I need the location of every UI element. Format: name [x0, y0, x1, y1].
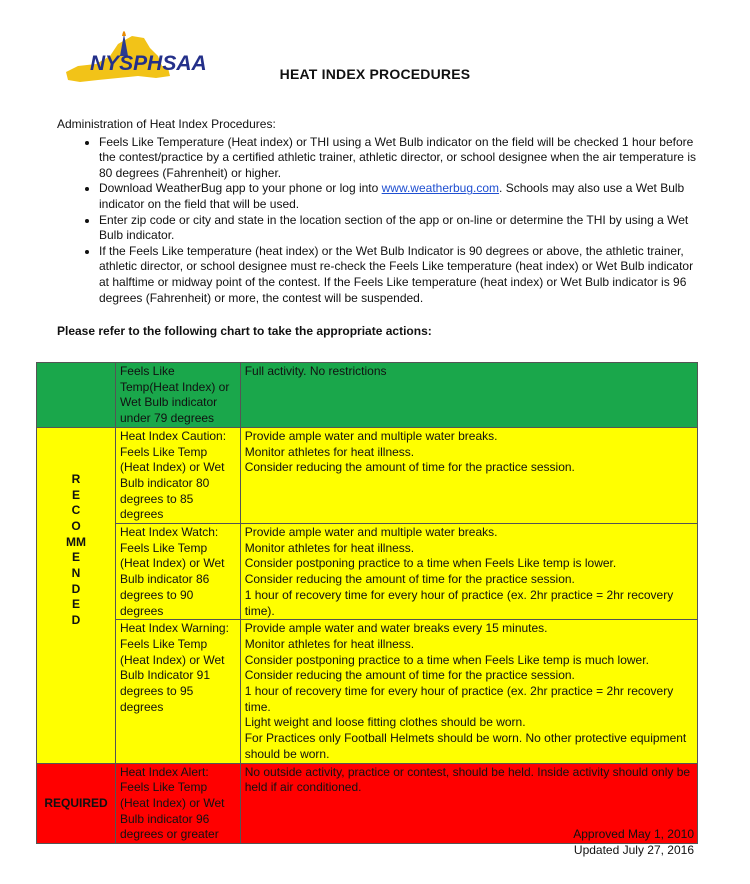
page-title: HEAT INDEX PROCEDURES: [279, 66, 471, 82]
action-line: No outside activity, practice or contest, should be held. Inside activity should only be held if air conditioned.: [244, 764, 691, 795]
recommended-label: [37, 427, 116, 763]
actions-cell: [240, 620, 697, 763]
intro-section: [57, 117, 697, 306]
weatherbug-link[interactable]: www.weatherbug.com: [381, 181, 500, 196]
list-item: • Feels Like Temperature (Heat index) or THI using a Wet Bulb indicator on the field will be checked 1 hour before the contest/practice by a certified athletic trainer, athletic director, or school designee when the air temperature is 80 degrees (Fahrenheit) or higher.: [99, 135, 697, 182]
updated-date: Updated July 27, 2016: [573, 843, 694, 857]
action-line: 1 hour of recovery time for every hour of practice (ex. 2hr practice = 2hr recovery time.: [244, 684, 674, 714]
actions-cell: [240, 524, 697, 620]
letter: E: [71, 597, 80, 612]
category-cell: [37, 363, 116, 428]
action-line: Monitor athletes for heat illness.: [244, 636, 415, 651]
action-line: Consider reducing the amount of time for the practice session.: [244, 572, 575, 587]
table-row: [37, 427, 698, 523]
level-cell: Heat Index Watch: Feels Like Temp (Heat Index) or Wet Bulb indicator 86 degrees to 90 degrees: [115, 524, 240, 620]
letter: R: [71, 471, 81, 486]
action-line: Provide ample water and water breaks every 15 minutes.: [244, 621, 548, 636]
action-line: Consider reducing the amount of time for the practice session.: [244, 460, 575, 475]
action-line: Monitor athletes for heat illness.: [244, 444, 415, 459]
required-label: REQUIRED: [37, 763, 116, 844]
action-line: Consider reducing the amount of time for the practice session.: [244, 668, 575, 683]
refer-instruction: Please refer to the following chart to take the appropriate actions:: [57, 324, 432, 338]
letter: E: [71, 550, 80, 565]
action-line: Light weight and loose fitting clothes should be worn.: [244, 715, 526, 730]
letter: D: [71, 613, 81, 628]
action-line: Provide ample water and multiple water breaks.: [244, 428, 498, 443]
list-item: • If the Feels Like temperature (heat index) or the Wet Bulb Indicator is 90 degrees or above, the athletic trainer, athletic director, or school designee must re-check the Feels Like temperature (heat index) or Wet Bulb indicator at halftime or midway point of the contest. If the Feels Like temperature (heat index) or Wet Bulb indicator is 96 degrees (Fahrenheit) or more, the contest will be suspended.: [99, 244, 697, 306]
approval-info: [573, 826, 694, 858]
level-cell: Heat Index Warning: Feels Like Temp (Heat Index) or Wet Bulb Indicator 91 degrees to 95 degrees: [115, 620, 240, 763]
letter: D: [71, 581, 81, 596]
action-line: Provide ample water and multiple water breaks.: [244, 525, 498, 540]
letter: N: [71, 566, 81, 581]
actions-cell: [240, 363, 697, 428]
level-cell: Feels Like Temp(Heat Index) or Wet Bulb indicator under 79 degrees: [115, 363, 240, 428]
list-item: [99, 181, 697, 212]
letter: MM: [65, 534, 86, 549]
action-line: Consider postponing practice to a time when Feels Like temp is lower.: [244, 556, 617, 571]
action-line: For Practices only Football Helmets should be worn. No other protective equipment should be worn.: [244, 731, 687, 761]
procedure-list: [57, 135, 697, 307]
bullet-text: Download WeatherBug app to your phone or log into: [99, 181, 382, 196]
letter: O: [71, 518, 81, 533]
action-line: Full activity. No restrictions: [244, 364, 387, 378]
action-line: Monitor athletes for heat illness.: [244, 540, 415, 555]
list-item: • Enter zip code or city and state in the location section of the app or on-line or determine the THI by using a Wet Bulb indicator.: [99, 213, 697, 244]
level-cell: Heat Index Caution: Feels Like Temp (Heat Index) or Wet Bulb indicator 80 degrees to 85 degrees: [115, 427, 240, 523]
approved-date: Approved May 1, 2010: [573, 827, 694, 841]
letter: C: [71, 503, 81, 518]
table-row: [37, 524, 698, 620]
bullet-text: . Schools may also use a Wet Bulb indicator on the field that will be used.: [99, 181, 685, 211]
table-row: [37, 363, 698, 428]
heat-index-chart: [36, 362, 698, 844]
level-cell: Heat Index Alert: Feels Like Temp (Heat Index) or Wet Bulb indicator 96 degrees or greater: [115, 763, 240, 844]
action-line: 1 hour of recovery time for every hour of practice (ex. 2hr practice = 2hr recovery time).: [244, 587, 674, 618]
letter: E: [71, 487, 80, 502]
table-row: [37, 620, 698, 763]
logo-text: NYSPHSAA: [90, 52, 207, 75]
action-line: Consider postponing practice to a time when Feels Like temp is much lower.: [244, 652, 649, 667]
actions-cell: [240, 427, 697, 523]
intro-heading: Administration of Heat Index Procedures:: [57, 117, 276, 131]
